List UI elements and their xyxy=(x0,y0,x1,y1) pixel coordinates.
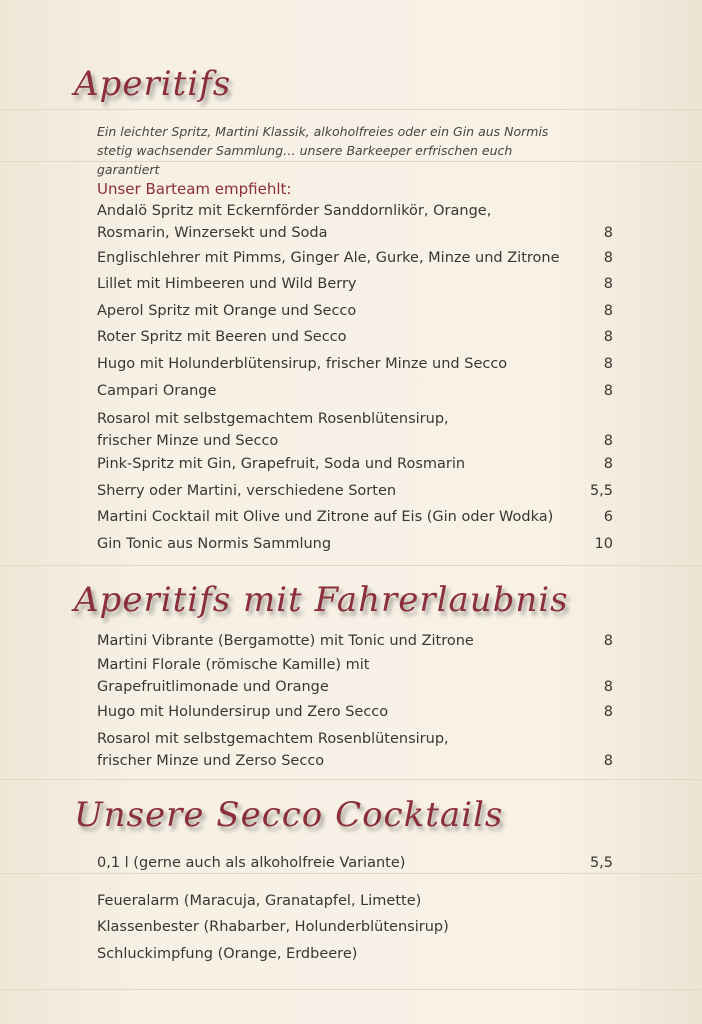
item-name: Andalö Spritz mit Eckernförder Sanddornlikör, Orange, Rosmarin, Winzersekt und Soda xyxy=(97,203,492,241)
menu-item xyxy=(97,248,613,269)
menu-item xyxy=(97,891,613,912)
item-name: Hugo mit Holunderblütensirup, frischer Minze und Secco xyxy=(97,356,508,372)
item-name: Campari Orange xyxy=(97,383,217,399)
item-price: 8 xyxy=(603,383,613,399)
item-price: 8 xyxy=(603,303,613,319)
item-price: 8 xyxy=(603,633,613,649)
menu-item xyxy=(97,408,613,452)
item-name: Pink-Spritz mit Gin, Grapefruit, Soda und Rosmarin xyxy=(97,456,466,472)
menu-item xyxy=(97,534,613,555)
item-price: 8 xyxy=(603,276,613,292)
item-price: 8 xyxy=(603,679,613,695)
item-name: Martini Vibrante (Bergamotte) mit Tonic und Zitrone xyxy=(97,633,474,649)
item-name: Martini Cocktail mit Olive und Zitrone auf Eis (Gin oder Wodka) xyxy=(97,509,554,525)
item-price: 8 xyxy=(603,356,613,372)
item-name: Englischlehrer mit Pimms, Ginger Ale, Gurke, Minze und Zitrone xyxy=(97,250,560,266)
item-name: Martini Florale (römische Kamille) mit Grapefruitlimonade und Orange xyxy=(97,657,370,695)
item-name: Feueralarm (Maracuja, Granatapfel, Limette) xyxy=(97,893,422,909)
divider xyxy=(0,109,702,110)
section-title-aperitifs: Aperitifs xyxy=(74,64,232,104)
menu-item xyxy=(97,381,613,402)
item-price: 5,5 xyxy=(589,855,613,871)
divider xyxy=(0,989,702,990)
item-price: 8 xyxy=(603,456,613,472)
item-price: 8 xyxy=(603,704,613,720)
menu-item xyxy=(97,507,613,528)
menu-item xyxy=(97,728,613,772)
divider xyxy=(0,779,702,780)
menu-item xyxy=(97,301,613,322)
menu-item xyxy=(97,944,613,965)
menu-item xyxy=(97,274,613,295)
item-name: Rosarol mit selbstgemachtem Rosenblütensirup, frischer Minze und Zerso Secco xyxy=(97,731,449,769)
item-name: Schluckimpfung (Orange, Erdbeere) xyxy=(97,946,358,962)
recommendation-heading: Unser Barteam empfiehlt: xyxy=(97,180,292,198)
item-name: Aperol Spritz mit Orange und Secco xyxy=(97,303,357,319)
menu-item xyxy=(97,200,613,244)
menu-item xyxy=(97,702,613,723)
item-name: Klassenbester (Rhabarber, Holunderblütensirup) xyxy=(97,919,449,935)
item-price: 8 xyxy=(603,250,613,266)
section-title-fahrerlaubnis: Aperitifs mit Fahrerlaubnis xyxy=(74,580,569,620)
item-price: 8 xyxy=(603,433,613,449)
item-name: Hugo mit Holundersirup und Zero Secco xyxy=(97,704,389,720)
menu-item xyxy=(97,917,613,938)
item-name: Sherry oder Martini, verschiedene Sorten xyxy=(97,483,397,499)
item-name: Roter Spritz mit Beeren und Secco xyxy=(97,329,347,345)
item-price: 5,5 xyxy=(589,483,613,499)
section-intro: Ein leichter Spritz, Martini Klassik, alkoholfreies oder ein Gin aus Normis stetig wachsender Sammlung… unsere Barkeeper erfrischen euch garantiert xyxy=(97,124,549,177)
item-price: 8 xyxy=(603,753,613,769)
menu-item xyxy=(97,481,613,502)
item-price: 10 xyxy=(594,536,613,552)
item-price: 6 xyxy=(603,509,613,525)
section-title-secco-cocktails: Unsere Secco Cocktails xyxy=(74,795,504,835)
menu-item xyxy=(97,654,613,698)
item-name: Lillet mit Himbeeren und Wild Berry xyxy=(97,276,357,292)
menu-item xyxy=(97,454,613,475)
menu-item xyxy=(97,853,613,874)
menu-item xyxy=(97,327,613,348)
item-price: 8 xyxy=(603,329,613,345)
item-name: Rosarol mit selbstgemachtem Rosenblütensirup, frischer Minze und Secco xyxy=(97,411,449,449)
divider xyxy=(0,565,702,566)
menu-item xyxy=(97,631,613,652)
menu-item xyxy=(97,354,613,375)
item-price: 8 xyxy=(603,225,613,241)
item-name: Gin Tonic aus Normis Sammlung xyxy=(97,536,332,552)
item-name: 0,1 l (gerne auch als alkoholfreie Variante) xyxy=(97,855,406,871)
